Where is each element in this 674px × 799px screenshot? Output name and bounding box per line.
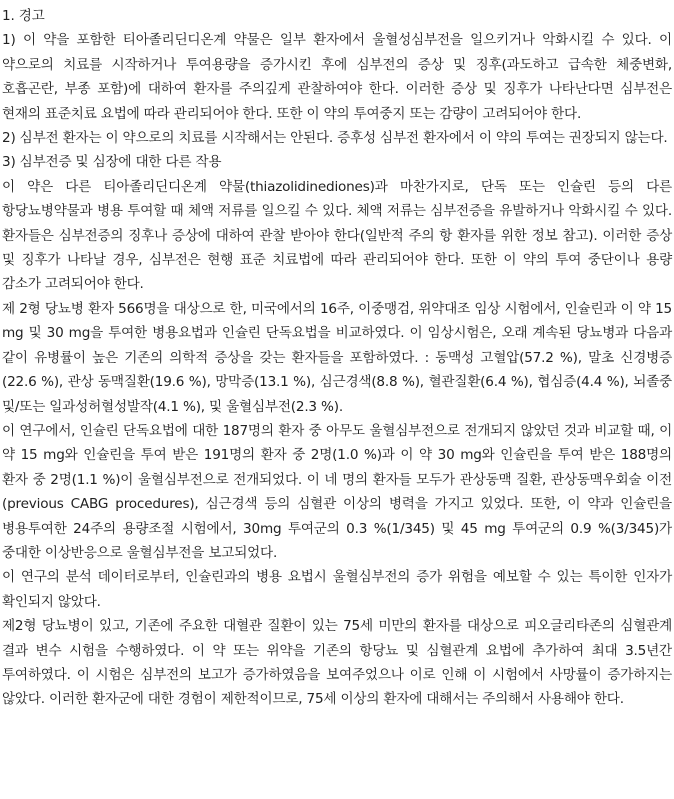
subsection-heading-heart-failure: 3) 심부전증 및 심장에 대한 다른 작용 — [2, 154, 222, 171]
paragraph-clinical-trial: 제 2형 당뇨병 환자 566명을 대상으로 한, 미국에서의 16주, 이중맹검, 위약대조 임상 시험에서, 인슐린과 이 약 15 mg 및 30 mg을 투여한 병용요법과 인슐린 단독요법을 비교하였다. 이 임상시험은, 오래 계속된 당뇨병과 다음과 같이 유병률이 높은 기존의 의학적 증상을 갖는 환자들을 포함하였다. : 동맥성 고혈압(57.2 %), 말초 신경병증(22.6 %), 관상 동맥질환(19.6 %), 망막증(13.1 %), 심근경색(8.8 %), 혈관질환(6.4 %), 협심증(4.4 %), 뇌졸중 및/또는 일과성허혈성발작(4.1 %), 및 울혈심부전(2.3 %). — [2, 300, 672, 415]
warning-item-2: 2) 심부전 환자는 이 약으로의 치료를 시작해서는 안된다. 증후성 심부전 환자에서 이 약의 투여는 권장되지 않는다. — [2, 130, 668, 147]
document-body — [2, 4, 672, 712]
paragraph-fluid-retention: 이 약은 다른 티아졸리딘디온계 약물(thiazolidinediones)과 마찬가지로, 단독 또는 인슐린 등의 다른 항당뇨병약물과 병용 투여할 때 체액 저류를 일으킬 수 있다. 체액 저류는 심부전증을 유발하거나 악화시킬 수 있다. 환자들은 심부전증의 징후나 증상에 대하여 관찰 받아야 한다(일반적 주의 항 환자를 위한 정보 참고). 이러한 증상 및 징후가 나타날 경우, 심부전은 현행 표준 치료법에 따라 관리되어야 한다. 또한 이 약의 투여 중단이나 용량 감소가 고려되어야 한다. — [2, 178, 672, 293]
warning-item-1: 1) 이 약을 포함한 티아졸리딘디온계 약물은 일부 환자에서 울혈성심부전을 일으키거나 악화시킬 수 있다. 이 약으로의 치료를 시작하거나 투여용량을 증가시킨 후에 심부전의 증상 및 징후(과도하고 급속한 체중변화, 호흡곤란, 부종 포함)에 대하여 환자를 주의깊게 관찰하여야 한다. 이러한 증상 및 징후가 나타난다면 심부전은 현재의 표준치료 요법에 따라 관리되어야 한다. 또한 이 약의 투여중지 또는 감량이 고려되어야 한다. — [2, 32, 672, 122]
paragraph-cardiovascular-outcome: 제2형 당뇨병이 있고, 기존에 주요한 대혈관 질환이 있는 75세 미만의 환자를 대상으로 피오글리타존의 심혈관계 결과 변수 시험을 수행하였다. 이 약 또는 위약을 기존의 항당뇨 및 심혈관계 요법에 추가하여 최대 3.5년간 투여하였다. 이 시험은 심부전의 보고가 증가하였음을 보여주었으나 이로 인해 이 시험에서 사망률이 증가하지는 않았다. 이러한 환자군에 대한 경험이 제한적이므로, 75세 이상의 환자에 대해서는 주의해서 사용해야 한다. — [2, 618, 672, 708]
section-heading-warning: 1. 경고 — [2, 8, 45, 24]
paragraph-study-results: 이 연구에서, 인슐린 단독요법에 대한 187명의 환자 중 아무도 울혈심부전으로 전개되지 않았던 것과 비교할 때, 이 약 15 mg와 인슐린을 투여 받은 191명의 환자 중 2명(1.0 %)과 이 약 30 mg와 인슐린을 투여 받은 188명의 환자 중 2명(1.1 %)이 울혈심부전으로 전개되었다. 이 네 명의 환자들 모두가 관상동맥 질환, 관상동맥우회술 이전(previous CABG procedures), 심근경색 등의 심혈관 이상의 병력을 가지고 있었다. 또한, 이 약과 인슐린을 병용투여한 24주의 용량조절 시험에서, 30mg 투여군의 0.3 %(1/345) 및 45 mg 투여군의 0.9 %(3/345)가 중대한 이상반응으로 울혈심부전을 보고되었다. — [2, 422, 672, 561]
paragraph-analysis: 이 연구의 분석 데이터로부터, 인슐린과의 병용 요법시 울혈심부전의 증가 위험을 예보할 수 있는 특이한 인자가 확인되지 않았다. — [2, 569, 672, 610]
